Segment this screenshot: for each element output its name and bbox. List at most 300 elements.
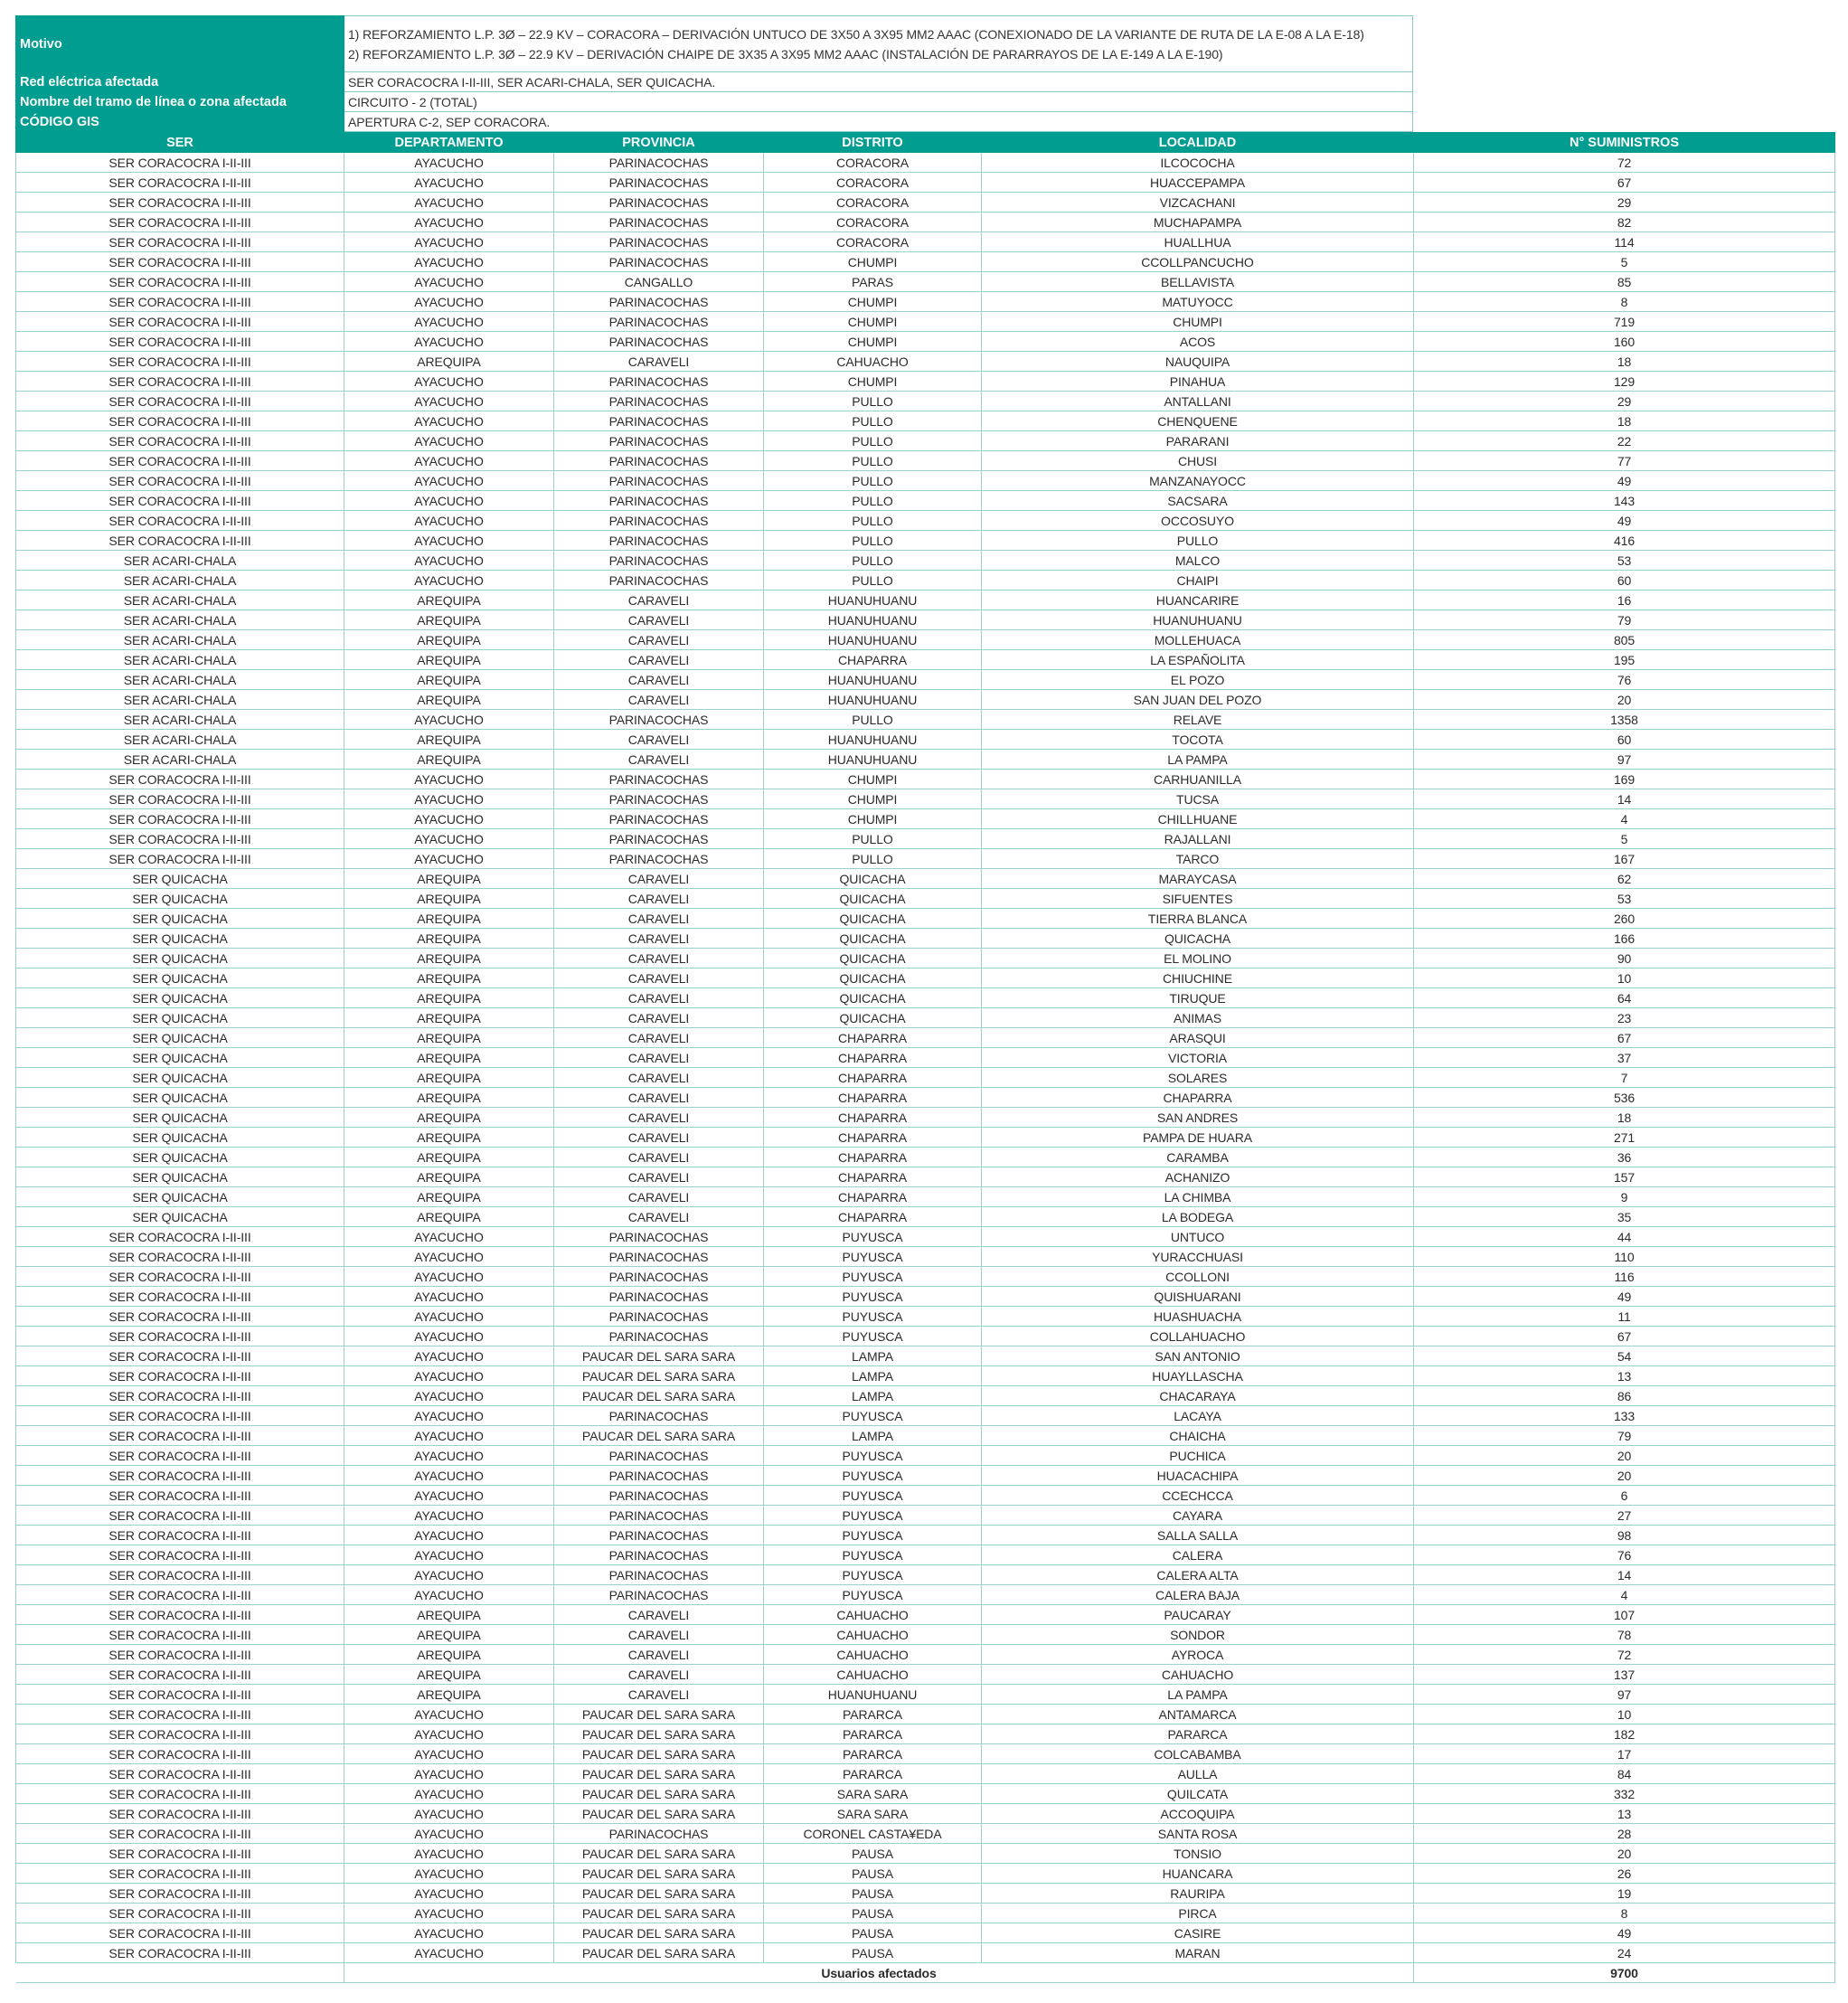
localidad-cell[interactable]: TARCO bbox=[982, 849, 1414, 869]
distrito-cell[interactable]: CHAPARRA bbox=[764, 1108, 982, 1128]
ser-cell[interactable]: SER CORACOCRA I-II-III bbox=[16, 1744, 344, 1764]
motivo-value[interactable] bbox=[344, 16, 1413, 72]
ser-cell[interactable]: SER CORACOCRA I-II-III bbox=[16, 1605, 344, 1625]
departamento-cell[interactable]: AYACUCHO bbox=[344, 1267, 554, 1287]
localidad-cell[interactable]: RAJALLANI bbox=[982, 829, 1414, 849]
departamento-cell[interactable]: AREQUIPA bbox=[344, 1207, 554, 1227]
ser-cell[interactable]: SER ACARI-CHALA bbox=[16, 610, 344, 630]
ser-cell[interactable]: SER ACARI-CHALA bbox=[16, 670, 344, 690]
suministros-cell[interactable]: 167 bbox=[1414, 849, 1835, 869]
distrito-cell[interactable]: PARARCA bbox=[764, 1705, 982, 1724]
ser-cell[interactable]: SER QUICACHA bbox=[16, 1128, 344, 1148]
ser-cell[interactable]: SER QUICACHA bbox=[16, 909, 344, 929]
localidad-cell[interactable]: HUALLHUA bbox=[982, 232, 1414, 252]
ser-cell[interactable]: SER CORACOCRA I-II-III bbox=[16, 1585, 344, 1605]
suministros-cell[interactable]: 97 bbox=[1414, 750, 1835, 770]
localidad-cell[interactable]: BELLAVISTA bbox=[982, 272, 1414, 292]
suministros-cell[interactable]: 332 bbox=[1414, 1784, 1835, 1804]
provincia-cell[interactable]: CARAVELI bbox=[554, 690, 764, 710]
provincia-cell[interactable]: PARINACOCHAS bbox=[554, 1307, 764, 1327]
ser-cell[interactable]: SER CORACOCRA I-II-III bbox=[16, 1943, 344, 1963]
departamento-cell[interactable]: AREQUIPA bbox=[344, 750, 554, 770]
distrito-cell[interactable]: CAHUACHO bbox=[764, 1625, 982, 1645]
ser-cell[interactable]: SER CORACOCRA I-II-III bbox=[16, 1884, 344, 1904]
departamento-cell[interactable]: AYACUCHO bbox=[344, 1426, 554, 1446]
suministros-cell[interactable]: 719 bbox=[1414, 312, 1835, 332]
suministros-cell[interactable]: 26 bbox=[1414, 1864, 1835, 1884]
header-provincia[interactable]: PROVINCIA bbox=[554, 133, 764, 153]
suministros-cell[interactable]: 110 bbox=[1414, 1247, 1835, 1267]
provincia-cell[interactable]: CARAVELI bbox=[554, 1605, 764, 1625]
provincia-cell[interactable]: PARINACOCHAS bbox=[554, 173, 764, 193]
localidad-cell[interactable]: TOCOTA bbox=[982, 730, 1414, 750]
ser-cell[interactable]: SER ACARI-CHALA bbox=[16, 591, 344, 610]
departamento-cell[interactable]: AREQUIPA bbox=[344, 988, 554, 1008]
suministros-cell[interactable]: 67 bbox=[1414, 1028, 1835, 1048]
ser-cell[interactable]: SER QUICACHA bbox=[16, 1148, 344, 1167]
provincia-cell[interactable]: CARAVELI bbox=[554, 650, 764, 670]
red-value[interactable]: SER CORACOCRA I-II-III, SER ACARI-CHALA, SER QUICACHA. bbox=[344, 72, 1413, 92]
suministros-cell[interactable]: 107 bbox=[1414, 1605, 1835, 1625]
provincia-cell[interactable]: CARAVELI bbox=[554, 1048, 764, 1068]
provincia-cell[interactable]: CARAVELI bbox=[554, 352, 764, 372]
suministros-cell[interactable]: 82 bbox=[1414, 213, 1835, 232]
localidad-cell[interactable]: EL MOLINO bbox=[982, 949, 1414, 968]
distrito-cell[interactable]: CAHUACHO bbox=[764, 352, 982, 372]
distrito-cell[interactable]: CHAPARRA bbox=[764, 650, 982, 670]
localidad-cell[interactable]: OCCOSUYO bbox=[982, 511, 1414, 531]
suministros-cell[interactable]: 4 bbox=[1414, 1585, 1835, 1605]
distrito-cell[interactable]: CORACORA bbox=[764, 173, 982, 193]
ser-cell[interactable]: SER CORACOCRA I-II-III bbox=[16, 292, 344, 312]
departamento-cell[interactable]: AREQUIPA bbox=[344, 869, 554, 889]
suministros-cell[interactable]: 85 bbox=[1414, 272, 1835, 292]
distrito-cell[interactable]: PARARCA bbox=[764, 1764, 982, 1784]
localidad-cell[interactable]: PUCHICA bbox=[982, 1446, 1414, 1466]
provincia-cell[interactable]: PAUCAR DEL SARA SARA bbox=[554, 1804, 764, 1824]
gis-value[interactable]: APERTURA C-2, SEP CORACORA. bbox=[344, 112, 1413, 132]
localidad-cell[interactable]: MOLLEHUACA bbox=[982, 630, 1414, 650]
suministros-cell[interactable]: 129 bbox=[1414, 372, 1835, 392]
localidad-cell[interactable]: CHAIPI bbox=[982, 571, 1414, 591]
departamento-cell[interactable]: AYACUCHO bbox=[344, 451, 554, 471]
localidad-cell[interactable]: HUANUHUANU bbox=[982, 610, 1414, 630]
suministros-cell[interactable]: 98 bbox=[1414, 1526, 1835, 1545]
suministros-cell[interactable]: 76 bbox=[1414, 1545, 1835, 1565]
provincia-cell[interactable]: PAUCAR DEL SARA SARA bbox=[554, 1923, 764, 1943]
distrito-cell[interactable]: PULLO bbox=[764, 829, 982, 849]
ser-cell[interactable]: SER CORACOCRA I-II-III bbox=[16, 1426, 344, 1446]
ser-cell[interactable]: SER QUICACHA bbox=[16, 1108, 344, 1128]
departamento-cell[interactable]: AREQUIPA bbox=[344, 1665, 554, 1685]
provincia-cell[interactable]: PARINACOCHAS bbox=[554, 153, 764, 173]
suministros-cell[interactable]: 5 bbox=[1414, 252, 1835, 272]
ser-cell[interactable]: SER CORACOCRA I-II-III bbox=[16, 431, 344, 451]
distrito-cell[interactable]: HUANUHUANU bbox=[764, 750, 982, 770]
provincia-cell[interactable]: PARINACOCHAS bbox=[554, 571, 764, 591]
distrito-cell[interactable]: CAHUACHO bbox=[764, 1605, 982, 1625]
suministros-cell[interactable]: 49 bbox=[1414, 1923, 1835, 1943]
suministros-cell[interactable]: 157 bbox=[1414, 1167, 1835, 1187]
departamento-cell[interactable]: AREQUIPA bbox=[344, 1645, 554, 1665]
provincia-cell[interactable]: PARINACOCHAS bbox=[554, 451, 764, 471]
departamento-cell[interactable]: AREQUIPA bbox=[344, 1008, 554, 1028]
distrito-cell[interactable]: PULLO bbox=[764, 431, 982, 451]
distrito-cell[interactable]: HUANUHUANU bbox=[764, 670, 982, 690]
departamento-cell[interactable]: AYACUCHO bbox=[344, 551, 554, 571]
provincia-cell[interactable]: CARAVELI bbox=[554, 909, 764, 929]
departamento-cell[interactable]: AYACUCHO bbox=[344, 1804, 554, 1824]
departamento-cell[interactable]: AYACUCHO bbox=[344, 252, 554, 272]
localidad-cell[interactable]: VICTORIA bbox=[982, 1048, 1414, 1068]
localidad-cell[interactable]: PARARCA bbox=[982, 1724, 1414, 1744]
provincia-cell[interactable]: CARAVELI bbox=[554, 1148, 764, 1167]
suministros-cell[interactable]: 49 bbox=[1414, 511, 1835, 531]
departamento-cell[interactable]: AREQUIPA bbox=[344, 650, 554, 670]
localidad-cell[interactable]: RELAVE bbox=[982, 710, 1414, 730]
localidad-cell[interactable]: VIZCACHANI bbox=[982, 193, 1414, 213]
localidad-cell[interactable]: QUICACHA bbox=[982, 929, 1414, 949]
distrito-cell[interactable]: CHAPARRA bbox=[764, 1207, 982, 1227]
suministros-cell[interactable]: 62 bbox=[1414, 869, 1835, 889]
ser-cell[interactable]: SER CORACOCRA I-II-III bbox=[16, 1844, 344, 1864]
departamento-cell[interactable]: AREQUIPA bbox=[344, 1148, 554, 1167]
departamento-cell[interactable]: AYACUCHO bbox=[344, 849, 554, 869]
distrito-cell[interactable]: HUANUHUANU bbox=[764, 630, 982, 650]
ser-cell[interactable]: SER CORACOCRA I-II-III bbox=[16, 392, 344, 411]
departamento-cell[interactable]: AYACUCHO bbox=[344, 1923, 554, 1943]
distrito-cell[interactable]: CHAPARRA bbox=[764, 1128, 982, 1148]
localidad-cell[interactable]: HUANCARA bbox=[982, 1864, 1414, 1884]
provincia-cell[interactable]: PARINACOCHAS bbox=[554, 1486, 764, 1506]
ser-cell[interactable]: SER QUICACHA bbox=[16, 1088, 344, 1108]
provincia-cell[interactable]: PARINACOCHAS bbox=[554, 511, 764, 531]
distrito-cell[interactable]: PAUSA bbox=[764, 1864, 982, 1884]
header-suministros[interactable]: N° SUMINISTROS bbox=[1414, 133, 1835, 153]
departamento-cell[interactable]: AYACUCHO bbox=[344, 1724, 554, 1744]
departamento-cell[interactable]: AREQUIPA bbox=[344, 630, 554, 650]
suministros-cell[interactable]: 53 bbox=[1414, 889, 1835, 909]
suministros-cell[interactable]: 10 bbox=[1414, 968, 1835, 988]
provincia-cell[interactable]: PARINACOCHAS bbox=[554, 829, 764, 849]
localidad-cell[interactable]: CHAPARRA bbox=[982, 1088, 1414, 1108]
provincia-cell[interactable]: PAUCAR DEL SARA SARA bbox=[554, 1346, 764, 1366]
localidad-cell[interactable]: PINAHUA bbox=[982, 372, 1414, 392]
localidad-cell[interactable]: CHENQUENE bbox=[982, 411, 1414, 431]
ser-cell[interactable]: SER CORACOCRA I-II-III bbox=[16, 849, 344, 869]
suministros-cell[interactable]: 416 bbox=[1414, 531, 1835, 551]
suministros-cell[interactable]: 114 bbox=[1414, 232, 1835, 252]
distrito-cell[interactable]: PULLO bbox=[764, 392, 982, 411]
provincia-cell[interactable]: PARINACOCHAS bbox=[554, 193, 764, 213]
suministros-cell[interactable]: 35 bbox=[1414, 1207, 1835, 1227]
ser-cell[interactable]: SER CORACOCRA I-II-III bbox=[16, 1227, 344, 1247]
provincia-cell[interactable]: CARAVELI bbox=[554, 949, 764, 968]
localidad-cell[interactable]: SOLARES bbox=[982, 1068, 1414, 1088]
departamento-cell[interactable]: AYACUCHO bbox=[344, 1466, 554, 1486]
localidad-cell[interactable]: CAYARA bbox=[982, 1506, 1414, 1526]
distrito-cell[interactable]: CHAPARRA bbox=[764, 1028, 982, 1048]
provincia-cell[interactable]: CARAVELI bbox=[554, 1108, 764, 1128]
distrito-cell[interactable]: PUYUSCA bbox=[764, 1526, 982, 1545]
localidad-cell[interactable]: MARAYCASA bbox=[982, 869, 1414, 889]
distrito-cell[interactable]: PAUSA bbox=[764, 1923, 982, 1943]
departamento-cell[interactable]: AYACUCHO bbox=[344, 372, 554, 392]
localidad-cell[interactable]: CALERA BAJA bbox=[982, 1585, 1414, 1605]
ser-cell[interactable]: SER CORACOCRA I-II-III bbox=[16, 1446, 344, 1466]
distrito-cell[interactable]: PUYUSCA bbox=[764, 1466, 982, 1486]
localidad-cell[interactable]: PARARANI bbox=[982, 431, 1414, 451]
ser-cell[interactable]: SER ACARI-CHALA bbox=[16, 710, 344, 730]
provincia-cell[interactable]: CARAVELI bbox=[554, 1665, 764, 1685]
provincia-cell[interactable]: PAUCAR DEL SARA SARA bbox=[554, 1943, 764, 1963]
distrito-cell[interactable]: CORONEL CASTA¥EDA bbox=[764, 1824, 982, 1844]
suministros-cell[interactable]: 116 bbox=[1414, 1267, 1835, 1287]
distrito-cell[interactable]: SARA SARA bbox=[764, 1784, 982, 1804]
localidad-cell[interactable]: CARHUANILLA bbox=[982, 770, 1414, 789]
localidad-cell[interactable]: EL POZO bbox=[982, 670, 1414, 690]
distrito-cell[interactable]: LAMPA bbox=[764, 1346, 982, 1366]
ser-cell[interactable]: SER QUICACHA bbox=[16, 889, 344, 909]
suministros-cell[interactable]: 37 bbox=[1414, 1048, 1835, 1068]
provincia-cell[interactable]: PAUCAR DEL SARA SARA bbox=[554, 1784, 764, 1804]
localidad-cell[interactable]: CHAICHA bbox=[982, 1426, 1414, 1446]
localidad-cell[interactable]: COLCABAMBA bbox=[982, 1744, 1414, 1764]
suministros-cell[interactable]: 8 bbox=[1414, 292, 1835, 312]
provincia-cell[interactable]: PARINACOCHAS bbox=[554, 491, 764, 511]
departamento-cell[interactable]: AYACUCHO bbox=[344, 1904, 554, 1923]
suministros-cell[interactable]: 22 bbox=[1414, 431, 1835, 451]
provincia-cell[interactable]: PARINACOCHAS bbox=[554, 849, 764, 869]
suministros-cell[interactable]: 97 bbox=[1414, 1685, 1835, 1705]
distrito-cell[interactable]: LAMPA bbox=[764, 1366, 982, 1386]
distrito-cell[interactable]: QUICACHA bbox=[764, 988, 982, 1008]
departamento-cell[interactable]: AYACUCHO bbox=[344, 710, 554, 730]
suministros-cell[interactable]: 16 bbox=[1414, 591, 1835, 610]
departamento-cell[interactable]: AYACUCHO bbox=[344, 1307, 554, 1327]
localidad-cell[interactable]: CAHUACHO bbox=[982, 1665, 1414, 1685]
ser-cell[interactable]: SER CORACOCRA I-II-III bbox=[16, 1724, 344, 1744]
departamento-cell[interactable]: AYACUCHO bbox=[344, 1705, 554, 1724]
ser-cell[interactable]: SER CORACOCRA I-II-III bbox=[16, 1784, 344, 1804]
provincia-cell[interactable]: CARAVELI bbox=[554, 869, 764, 889]
departamento-cell[interactable]: AYACUCHO bbox=[344, 332, 554, 352]
suministros-cell[interactable]: 53 bbox=[1414, 551, 1835, 571]
ser-cell[interactable]: SER CORACOCRA I-II-III bbox=[16, 1327, 344, 1346]
localidad-cell[interactable]: HUASHUACHA bbox=[982, 1307, 1414, 1327]
distrito-cell[interactable]: PULLO bbox=[764, 710, 982, 730]
ser-cell[interactable]: SER QUICACHA bbox=[16, 1167, 344, 1187]
distrito-cell[interactable]: CORACORA bbox=[764, 213, 982, 232]
suministros-cell[interactable]: 6 bbox=[1414, 1486, 1835, 1506]
ser-cell[interactable]: SER CORACOCRA I-II-III bbox=[16, 1804, 344, 1824]
provincia-cell[interactable]: CARAVELI bbox=[554, 889, 764, 909]
ser-cell[interactable]: SER CORACOCRA I-II-III bbox=[16, 1486, 344, 1506]
distrito-cell[interactable]: PULLO bbox=[764, 551, 982, 571]
departamento-cell[interactable]: AYACUCHO bbox=[344, 1545, 554, 1565]
suministros-cell[interactable]: 195 bbox=[1414, 650, 1835, 670]
ser-cell[interactable]: SER CORACOCRA I-II-III bbox=[16, 1565, 344, 1585]
provincia-cell[interactable]: PARINACOCHAS bbox=[554, 392, 764, 411]
suministros-cell[interactable]: 20 bbox=[1414, 1446, 1835, 1466]
localidad-cell[interactable]: MALCO bbox=[982, 551, 1414, 571]
localidad-cell[interactable]: TIRUQUE bbox=[982, 988, 1414, 1008]
distrito-cell[interactable]: PUYUSCA bbox=[764, 1585, 982, 1605]
suministros-cell[interactable]: 44 bbox=[1414, 1227, 1835, 1247]
provincia-cell[interactable]: CARAVELI bbox=[554, 1207, 764, 1227]
distrito-cell[interactable]: CHAPARRA bbox=[764, 1187, 982, 1207]
footer-total[interactable]: 9700 bbox=[1414, 1963, 1835, 1983]
suministros-cell[interactable]: 29 bbox=[1414, 392, 1835, 411]
localidad-cell[interactable]: HUACACHIPA bbox=[982, 1466, 1414, 1486]
departamento-cell[interactable]: AYACUCHO bbox=[344, 1864, 554, 1884]
provincia-cell[interactable]: PARINACOCHAS bbox=[554, 1585, 764, 1605]
suministros-cell[interactable]: 9 bbox=[1414, 1187, 1835, 1207]
provincia-cell[interactable]: PARINACOCHAS bbox=[554, 710, 764, 730]
suministros-cell[interactable]: 36 bbox=[1414, 1148, 1835, 1167]
provincia-cell[interactable]: CARAVELI bbox=[554, 1028, 764, 1048]
departamento-cell[interactable]: AREQUIPA bbox=[344, 1108, 554, 1128]
distrito-cell[interactable]: CHUMPI bbox=[764, 252, 982, 272]
suministros-cell[interactable]: 4 bbox=[1414, 809, 1835, 829]
provincia-cell[interactable]: CARAVELI bbox=[554, 988, 764, 1008]
suministros-cell[interactable]: 72 bbox=[1414, 1645, 1835, 1665]
departamento-cell[interactable]: AYACUCHO bbox=[344, 789, 554, 809]
distrito-cell[interactable]: PULLO bbox=[764, 531, 982, 551]
provincia-cell[interactable]: CARAVELI bbox=[554, 1625, 764, 1645]
localidad-cell[interactable]: HUACCEPAMPA bbox=[982, 173, 1414, 193]
ser-cell[interactable]: SER CORACOCRA I-II-III bbox=[16, 1287, 344, 1307]
localidad-cell[interactable]: QUISHUARANI bbox=[982, 1287, 1414, 1307]
provincia-cell[interactable]: PARINACOCHAS bbox=[554, 312, 764, 332]
localidad-cell[interactable]: TIERRA BLANCA bbox=[982, 909, 1414, 929]
localidad-cell[interactable]: SIFUENTES bbox=[982, 889, 1414, 909]
departamento-cell[interactable]: AYACUCHO bbox=[344, 213, 554, 232]
departamento-cell[interactable]: AYACUCHO bbox=[344, 272, 554, 292]
distrito-cell[interactable]: SARA SARA bbox=[764, 1804, 982, 1824]
ser-cell[interactable]: SER CORACOCRA I-II-III bbox=[16, 372, 344, 392]
ser-cell[interactable]: SER CORACOCRA I-II-III bbox=[16, 531, 344, 551]
ser-cell[interactable]: SER QUICACHA bbox=[16, 1048, 344, 1068]
provincia-cell[interactable]: PAUCAR DEL SARA SARA bbox=[554, 1744, 764, 1764]
suministros-cell[interactable]: 133 bbox=[1414, 1406, 1835, 1426]
ser-cell[interactable]: SER CORACOCRA I-II-III bbox=[16, 1705, 344, 1724]
suministros-cell[interactable]: 76 bbox=[1414, 670, 1835, 690]
suministros-cell[interactable]: 90 bbox=[1414, 949, 1835, 968]
provincia-cell[interactable]: PARINACOCHAS bbox=[554, 809, 764, 829]
distrito-cell[interactable]: PULLO bbox=[764, 451, 982, 471]
localidad-cell[interactable]: TUCSA bbox=[982, 789, 1414, 809]
distrito-cell[interactable]: PULLO bbox=[764, 571, 982, 591]
distrito-cell[interactable]: PAUSA bbox=[764, 1844, 982, 1864]
provincia-cell[interactable]: CARAVELI bbox=[554, 750, 764, 770]
suministros-cell[interactable]: 20 bbox=[1414, 1844, 1835, 1864]
departamento-cell[interactable]: AREQUIPA bbox=[344, 929, 554, 949]
suministros-cell[interactable]: 49 bbox=[1414, 471, 1835, 491]
ser-cell[interactable]: SER CORACOCRA I-II-III bbox=[16, 153, 344, 173]
departamento-cell[interactable]: AYACUCHO bbox=[344, 1227, 554, 1247]
localidad-cell[interactable]: QUILCATA bbox=[982, 1784, 1414, 1804]
localidad-cell[interactable]: CHIUCHINE bbox=[982, 968, 1414, 988]
departamento-cell[interactable]: AYACUCHO bbox=[344, 491, 554, 511]
provincia-cell[interactable]: PARINACOCHAS bbox=[554, 431, 764, 451]
ser-cell[interactable]: SER CORACOCRA I-II-III bbox=[16, 491, 344, 511]
provincia-cell[interactable]: PARINACOCHAS bbox=[554, 232, 764, 252]
distrito-cell[interactable]: QUICACHA bbox=[764, 889, 982, 909]
distrito-cell[interactable]: CAHUACHO bbox=[764, 1645, 982, 1665]
distrito-cell[interactable]: PUYUSCA bbox=[764, 1545, 982, 1565]
suministros-cell[interactable]: 23 bbox=[1414, 1008, 1835, 1028]
distrito-cell[interactable]: CHAPARRA bbox=[764, 1048, 982, 1068]
distrito-cell[interactable]: PUYUSCA bbox=[764, 1446, 982, 1466]
localidad-cell[interactable]: CCECHCCA bbox=[982, 1486, 1414, 1506]
provincia-cell[interactable]: PARINACOCHAS bbox=[554, 1247, 764, 1267]
distrito-cell[interactable]: CHAPARRA bbox=[764, 1167, 982, 1187]
distrito-cell[interactable]: LAMPA bbox=[764, 1386, 982, 1406]
ser-cell[interactable]: SER CORACOCRA I-II-III bbox=[16, 1386, 344, 1406]
departamento-cell[interactable]: AREQUIPA bbox=[344, 610, 554, 630]
localidad-cell[interactable]: HUANCARIRE bbox=[982, 591, 1414, 610]
localidad-cell[interactable]: YURACCHUASI bbox=[982, 1247, 1414, 1267]
distrito-cell[interactable]: PAUSA bbox=[764, 1904, 982, 1923]
localidad-cell[interactable]: ANTAMARCA bbox=[982, 1705, 1414, 1724]
localidad-cell[interactable]: PAMPA DE HUARA bbox=[982, 1128, 1414, 1148]
ser-cell[interactable]: SER CORACOCRA I-II-III bbox=[16, 272, 344, 292]
departamento-cell[interactable]: AYACUCHO bbox=[344, 1386, 554, 1406]
departamento-cell[interactable]: AYACUCHO bbox=[344, 1784, 554, 1804]
provincia-cell[interactable]: PARINACOCHAS bbox=[554, 531, 764, 551]
ser-cell[interactable]: SER CORACOCRA I-II-III bbox=[16, 1466, 344, 1486]
departamento-cell[interactable]: AREQUIPA bbox=[344, 1048, 554, 1068]
departamento-cell[interactable]: AYACUCHO bbox=[344, 1366, 554, 1386]
suministros-cell[interactable]: 137 bbox=[1414, 1665, 1835, 1685]
provincia-cell[interactable]: PAUCAR DEL SARA SARA bbox=[554, 1864, 764, 1884]
ser-cell[interactable]: SER ACARI-CHALA bbox=[16, 690, 344, 710]
distrito-cell[interactable]: CHUMPI bbox=[764, 372, 982, 392]
provincia-cell[interactable]: PARINACOCHAS bbox=[554, 1824, 764, 1844]
departamento-cell[interactable]: AYACUCHO bbox=[344, 193, 554, 213]
departamento-cell[interactable]: AYACUCHO bbox=[344, 1565, 554, 1585]
ser-cell[interactable]: SER CORACOCRA I-II-III bbox=[16, 809, 344, 829]
distrito-cell[interactable]: PUYUSCA bbox=[764, 1247, 982, 1267]
provincia-cell[interactable]: CANGALLO bbox=[554, 272, 764, 292]
departamento-cell[interactable]: AREQUIPA bbox=[344, 352, 554, 372]
ser-cell[interactable]: SER QUICACHA bbox=[16, 988, 344, 1008]
ser-cell[interactable]: SER CORACOCRA I-II-III bbox=[16, 1506, 344, 1526]
provincia-cell[interactable]: PAUCAR DEL SARA SARA bbox=[554, 1724, 764, 1744]
distrito-cell[interactable]: PUYUSCA bbox=[764, 1267, 982, 1287]
distrito-cell[interactable]: CHUMPI bbox=[764, 770, 982, 789]
departamento-cell[interactable]: AREQUIPA bbox=[344, 1685, 554, 1705]
localidad-cell[interactable]: AYROCA bbox=[982, 1645, 1414, 1665]
departamento-cell[interactable]: AREQUIPA bbox=[344, 670, 554, 690]
suministros-cell[interactable]: 11 bbox=[1414, 1307, 1835, 1327]
departamento-cell[interactable]: AYACUCHO bbox=[344, 1287, 554, 1307]
distrito-cell[interactable]: CHUMPI bbox=[764, 292, 982, 312]
provincia-cell[interactable]: CARAVELI bbox=[554, 1187, 764, 1207]
ser-cell[interactable]: SER QUICACHA bbox=[16, 1207, 344, 1227]
suministros-cell[interactable]: 14 bbox=[1414, 789, 1835, 809]
provincia-cell[interactable]: PARINACOCHAS bbox=[554, 1506, 764, 1526]
localidad-cell[interactable]: COLLAHUACHO bbox=[982, 1327, 1414, 1346]
departamento-cell[interactable]: AREQUIPA bbox=[344, 1128, 554, 1148]
localidad-cell[interactable]: SAN ANTONIO bbox=[982, 1346, 1414, 1366]
suministros-cell[interactable]: 805 bbox=[1414, 630, 1835, 650]
departamento-cell[interactable]: AREQUIPA bbox=[344, 730, 554, 750]
suministros-cell[interactable]: 20 bbox=[1414, 690, 1835, 710]
provincia-cell[interactable]: PAUCAR DEL SARA SARA bbox=[554, 1366, 764, 1386]
suministros-cell[interactable]: 160 bbox=[1414, 332, 1835, 352]
